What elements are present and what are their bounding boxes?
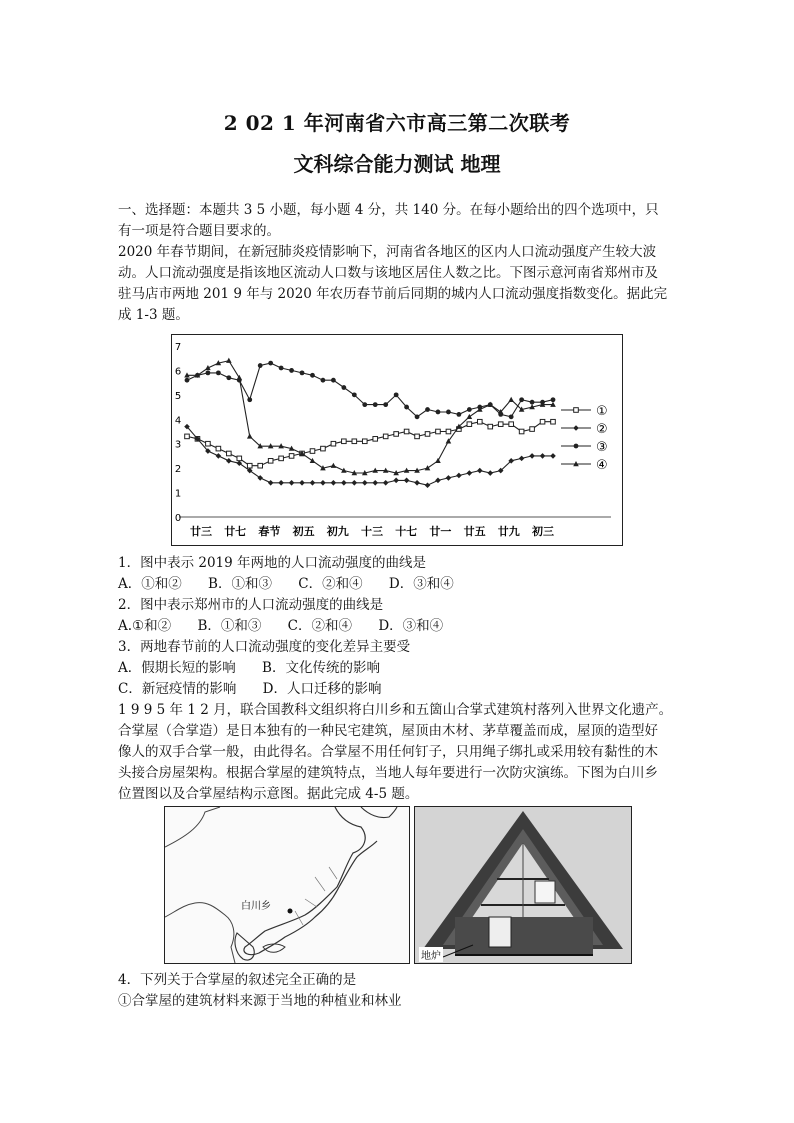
series-3-point <box>425 407 430 412</box>
korea-coast <box>165 903 235 963</box>
series-1-point <box>373 437 378 442</box>
series-1-point <box>216 446 221 451</box>
q3-option-b[interactable]: B．文化传统的影响 <box>262 660 380 676</box>
passage2-line-2: 合掌屋（合掌造）是日本独有的一种民宅建筑，屋顶由木材、茅草覆盖而成，屋顶的造型好 <box>118 723 658 739</box>
series-1-point <box>185 434 190 439</box>
x-tick-label: 十七 <box>395 525 418 538</box>
q1-option-d[interactable]: D．③和④ <box>388 576 454 592</box>
series-1-point <box>488 424 493 429</box>
gassho-house-diagram <box>414 806 632 964</box>
series-3-point <box>300 370 305 375</box>
series-3-point <box>341 385 346 390</box>
series-3-point <box>394 392 399 397</box>
series-3-point <box>404 405 409 410</box>
series-3-point <box>467 407 472 412</box>
series-3-point <box>352 392 357 397</box>
series-1-point <box>478 419 483 424</box>
series-1-point <box>467 422 472 427</box>
x-tick-label: 廿七 <box>224 525 247 538</box>
series-3-point <box>509 414 514 419</box>
q1-option-a[interactable]: A．①和② <box>118 576 182 592</box>
y-tick-label: 5 <box>174 390 182 402</box>
series-3-point <box>436 410 441 415</box>
page-title: 2 02 1 年河南省六市高三第二次联考 <box>223 111 571 135</box>
series-1-point <box>404 429 409 434</box>
population-flow-chart <box>171 334 623 546</box>
passage2-line-5: 位置图以及合掌屋结构示意图。据此完成 4-5 题。 <box>118 786 419 802</box>
q2-option-c[interactable]: C．②和④ <box>287 618 353 634</box>
passage1-line-4: 成 1-3 题。 <box>118 307 189 323</box>
series-3-point <box>279 366 284 371</box>
x-tick-label: 廿三 <box>190 525 212 538</box>
x-tick-label: 十三 <box>361 525 383 538</box>
q3-option-a[interactable]: A．假期长短的影响 <box>118 660 236 676</box>
q2-stem: 2．图中表示郑州市的人口流动强度的曲线是 <box>118 597 384 613</box>
continent-coast <box>165 807 220 847</box>
q2-option-b[interactable]: B．①和③ <box>197 618 262 634</box>
passage2-line-4: 头接合房屋架构。根据合掌屋的建筑特点，当地人每年要进行一次防灾演练。下图为白川乡 <box>118 765 658 781</box>
honshu-coast <box>244 807 377 955</box>
x-tick-label: 初五 <box>292 525 315 538</box>
series-1-point <box>394 432 399 437</box>
hearth-label: 地炉 <box>419 947 443 962</box>
passage2-line-3: 像人的双手合掌一般，由此得名。合掌屋不用任何钉子，只用绳子绑扎或采用较有黏性的木 <box>118 744 658 760</box>
series-3-point <box>383 402 388 407</box>
legend-label: ② <box>596 422 608 437</box>
series-1-point <box>446 429 451 434</box>
q4-item-1: ①合掌屋的建筑材料来源于当地的种植业和林业 <box>118 993 402 1009</box>
shirakawa-dot <box>288 909 293 914</box>
passage1-line-2: 动。人口流动强度是指该地区流动人口数与该地区居住人数之比。下图示意河南省郑州市及 <box>118 265 658 281</box>
series-1-point <box>268 459 273 464</box>
q1-option-b[interactable]: B．①和③ <box>208 576 272 592</box>
series-1-point <box>425 432 430 437</box>
series-3-point <box>310 373 315 378</box>
series-1-point <box>310 449 315 454</box>
series-1-point <box>279 456 284 461</box>
x-tick-label: 初三 <box>532 525 554 538</box>
q2-option-a[interactable]: A.①和② <box>118 618 172 634</box>
series-1-point <box>498 422 503 427</box>
shirakawa-location-map <box>164 806 410 964</box>
q2-options <box>118 616 465 637</box>
intro-line-2: 有一项是符合题目要求的。 <box>118 223 280 239</box>
series-1-point <box>258 463 263 468</box>
series-3-point <box>373 402 378 407</box>
y-tick-label: 3 <box>174 439 182 451</box>
series-1-point <box>289 454 294 459</box>
chart-frame <box>172 335 623 546</box>
series-3-point <box>551 397 556 402</box>
q3-options-row1 <box>118 658 402 679</box>
house-drawing <box>415 807 631 963</box>
series-3-point <box>415 414 420 419</box>
series-1-point <box>342 439 347 444</box>
x-tick-label: 廿一 <box>429 525 452 538</box>
series-3-point <box>519 397 524 402</box>
y-tick-label: 6 <box>174 366 182 378</box>
x-tick-label: 初九 <box>326 525 349 538</box>
passage1-line-1: 2020 年春节期间，在新冠肺炎疫情影响下，河南省各地区的区内人口流动强度产生较大波 <box>118 244 657 260</box>
x-tick-label: 廿五 <box>463 525 486 538</box>
shirakawa-label: 白川乡 <box>241 901 271 912</box>
q2-option-d[interactable]: D．③和④ <box>378 618 444 634</box>
series-3-point <box>530 400 535 405</box>
ground-floor <box>455 917 593 955</box>
passage2-line-1: 1 9 9 5 年 1 2 月，联合国教科文组织将白川乡和五箇山合掌式建筑村落列入世界文化遗产。 <box>118 702 673 718</box>
y-tick-label: 2 <box>174 464 182 476</box>
legend-marker <box>574 408 579 413</box>
series-1-point <box>247 463 252 468</box>
y-tick-label: 0 <box>174 513 182 524</box>
series-1-point <box>321 446 326 451</box>
series-3-point <box>247 397 252 402</box>
series-3-point <box>206 370 211 375</box>
q4-stem: 4．下列关于合掌屋的叙述完全正确的是 <box>118 972 357 988</box>
series-1-point <box>519 429 524 434</box>
x-tick-label: 春节 <box>258 525 281 538</box>
series-1-point <box>227 451 232 456</box>
q3-option-c[interactable]: C．新冠疫情的影响 <box>118 681 237 697</box>
series-1-point <box>540 419 545 424</box>
legend-marker <box>574 444 579 449</box>
page-subtitle: 文科综合能力测试 地理 <box>293 152 501 176</box>
q3-option-d[interactable]: D．人口迁移的影响 <box>262 681 382 697</box>
series-3-point <box>289 368 294 373</box>
legend-label: ④ <box>596 458 608 473</box>
series-1-point <box>415 434 420 439</box>
series-3-point <box>456 412 461 417</box>
japan-map-drawing <box>165 807 409 963</box>
q3-stem: 3．两地春节前的人口流动强度的变化差异主要受 <box>118 639 411 655</box>
series-1-point <box>551 419 556 424</box>
series-1-point <box>383 434 388 439</box>
intro-line-1: 一、选择题：本题共 3 5 小题，每小题 4 分，共 140 分。在每小题给出的四个选项中，只 <box>118 202 659 218</box>
legend-label: ① <box>596 404 608 419</box>
series-3-point <box>446 410 451 415</box>
q1-option-c[interactable]: C．②和④ <box>298 576 363 592</box>
q3-options-row2 <box>118 679 403 700</box>
series-3-point <box>185 378 190 383</box>
series-3-point <box>321 378 326 383</box>
series-1-point <box>331 441 336 446</box>
series-1-point <box>352 439 357 444</box>
series-1-point <box>436 429 441 434</box>
ground-window <box>489 917 511 947</box>
series-3-point <box>258 363 263 368</box>
y-tick-label: 4 <box>174 415 182 427</box>
series-1-point <box>362 439 367 444</box>
series-1-point <box>237 456 242 461</box>
series-3-point <box>226 375 231 380</box>
q1-stem: 1．图中表示 2019 年两地的人口流动强度的曲线是 <box>118 555 427 571</box>
series-3-point <box>362 402 367 407</box>
series-3-point <box>331 378 336 383</box>
x-tick-label: 廿九 <box>497 525 520 538</box>
series-3-point <box>268 361 273 366</box>
y-tick-label: 1 <box>174 488 182 500</box>
legend-label: ③ <box>596 440 608 455</box>
hokkaido-coast <box>361 807 397 818</box>
passage1-line-3: 驻马店市两地 201 9 年与 2020 年农历春节前后同期的城内人口流动强度指数变化。据此完 <box>118 286 668 302</box>
series-1-point <box>206 441 211 446</box>
attic-window <box>535 881 555 903</box>
series-1-point <box>530 427 535 432</box>
series-3-point <box>216 370 221 375</box>
series-1-point <box>509 422 514 427</box>
q1-options <box>118 574 476 595</box>
y-tick-label: 7 <box>174 342 182 353</box>
